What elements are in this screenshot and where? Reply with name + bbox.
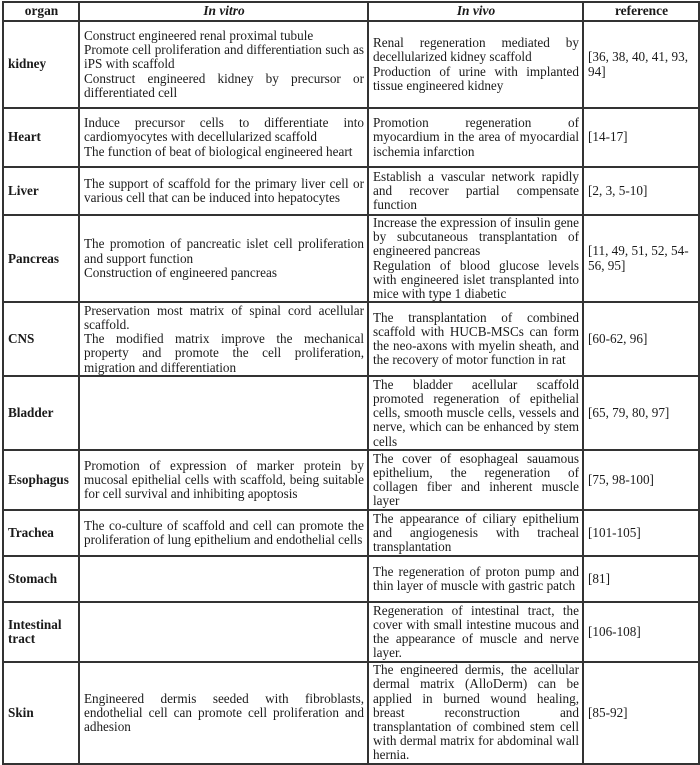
table-row — [3, 510, 699, 556]
in-vitro-line: The promotion of pancreatic islet cell proliferation and support function — [84, 236, 364, 266]
reference-cell: [60-62, 96] — [583, 302, 699, 376]
in-vivo-line: Establish a vascular network rapidly and recover partial compensate function — [373, 168, 579, 213]
in-vivo-line: Renal regeneration mediated by decellularized kidney scaffold — [373, 35, 579, 65]
in-vivo-line: The transplantation of combined scaffold with HUCB-MSCs can form the neo-axons with myelin sheath, and the recovery of motor function in rat — [373, 309, 579, 368]
table-row — [3, 215, 699, 302]
table-row — [3, 376, 699, 450]
in-vivo-cell — [368, 302, 583, 376]
in-vivo-cell — [368, 215, 583, 302]
in-vivo-line: Production of urine with implanted tissue engineered kidney — [373, 63, 579, 93]
in-vivo-cell — [368, 662, 583, 763]
organ-cell: Bladder — [3, 376, 79, 450]
table-row — [3, 108, 699, 167]
in-vitro-cell — [79, 215, 368, 302]
organ-cell: Esophagus — [3, 450, 79, 510]
in-vitro-cell — [79, 662, 368, 763]
reference-cell: [2, 3, 5-10] — [583, 167, 699, 215]
in-vitro-line: The function of beat of biological engineered heart — [84, 143, 353, 159]
in-vitro-cell — [79, 556, 368, 602]
table-row — [3, 21, 699, 108]
organ-cell: Pancreas — [3, 215, 79, 302]
reference-cell: [81] — [583, 556, 699, 602]
in-vivo-line: Regulation of blood glucose levels with engineered islet transplanted into mice with type 1 diabetic — [373, 257, 579, 302]
header-in-vitro: In vitro — [79, 2, 368, 21]
in-vivo-line: Regeneration of intestinal tract, the cover with small intestine mucous and the appearance of muscle and nerve layer. — [373, 602, 579, 661]
organ-cell: Stomach — [3, 556, 79, 602]
reference-cell: [85-92] — [583, 662, 699, 763]
in-vitro-line: Construct engineered kidney by precursor or differentiated cell — [84, 70, 364, 100]
in-vitro-cell — [79, 510, 368, 556]
in-vivo-cell — [368, 21, 583, 108]
organ-cell: Liver — [3, 167, 79, 215]
in-vivo-line: The bladder acellular scaffold promoted regeneration of epithelial cells, smooth muscle cells, vessels and nerve, which can be enhanced by stem cells — [373, 376, 579, 449]
in-vitro-cell — [79, 376, 368, 450]
in-vitro-cell — [79, 21, 368, 108]
organ-cell: Intestinal tract — [3, 602, 79, 662]
header-in-vivo: In vivo — [368, 2, 583, 21]
in-vitro-cell — [79, 602, 368, 662]
table-row — [3, 167, 699, 215]
reference-cell: [75, 98-100] — [583, 450, 699, 510]
in-vivo-line: The engineered dermis, the acellular dermal matrix (AlloDerm) can be applied in burned wound healing, breast reconstruction and transplantation of combined stem cell with dermal matrix for abdominal wall hernia. — [373, 662, 579, 763]
in-vivo-cell — [368, 556, 583, 602]
organ-cell: Heart — [3, 108, 79, 167]
in-vitro-cell — [79, 450, 368, 510]
in-vitro-line: Promotion of expression of marker protein by mucosal epithelial cells with scaffold, being suitable for cell survival and inhibiting apoptosis — [84, 457, 364, 502]
in-vitro-line: The co-culture of scaffold and cell can promote the proliferation of lung epithelium and endothelial cells — [84, 518, 364, 548]
in-vitro-line: The modified matrix improve the mechanical property and promote the cell proliferation, migration and differentiation — [84, 331, 364, 375]
reference-cell: [14-17] — [583, 108, 699, 167]
table-row — [3, 602, 699, 662]
reference-cell: [106-108] — [583, 602, 699, 662]
in-vivo-cell — [368, 108, 583, 167]
in-vivo-line: The cover of esophageal sauamous epithelium, the regeneration of collagen fiber and inherent muscle layer — [373, 450, 579, 509]
in-vitro-line: Construction of engineered pancreas — [84, 264, 277, 280]
organ-scaffold-table — [2, 1, 700, 765]
table-row — [3, 302, 699, 376]
in-vivo-cell — [368, 376, 583, 450]
organ-cell: CNS — [3, 302, 79, 376]
in-vitro-cell — [79, 167, 368, 215]
in-vitro-line: Promote cell proliferation and differentiation such as iPS with scaffold — [84, 42, 364, 72]
in-vivo-line: Promotion regeneration of myocardium in the area of myocardial ischemia infarction — [373, 115, 579, 159]
in-vivo-cell — [368, 167, 583, 215]
table-row — [3, 662, 699, 763]
organ-cell: kidney — [3, 21, 79, 108]
in-vivo-cell — [368, 450, 583, 510]
in-vivo-line: Increase the expression of insulin gene by subcutaneous transplantation of engineered pancreas — [373, 215, 579, 259]
reference-cell: [11, 49, 51, 52, 54-56, 95] — [583, 215, 699, 302]
in-vitro-line: Induce precursor cells to differentiate into cardiomyocytes with decellularized scaffold — [84, 115, 364, 145]
header-row — [3, 2, 699, 21]
in-vivo-cell — [368, 510, 583, 556]
organ-cell: Skin — [3, 662, 79, 763]
table-row — [3, 556, 699, 602]
reference-cell: [101-105] — [583, 510, 699, 556]
header-organ: organ — [3, 2, 79, 21]
organ-cell: Trachea — [3, 510, 79, 556]
table-row — [3, 450, 699, 510]
reference-cell: [36, 38, 40, 41, 93, 94] — [583, 21, 699, 108]
header-reference: reference — [583, 2, 699, 21]
in-vivo-line: The regeneration of proton pump and thin layer of muscle with gastric patch — [373, 564, 579, 594]
in-vitro-line: Construct engineered renal proximal tubule — [84, 27, 314, 43]
in-vivo-line: The appearance of ciliary epithelium and angiogenesis with tracheal transplantation — [373, 510, 579, 555]
reference-cell: [65, 79, 80, 97] — [583, 376, 699, 450]
in-vivo-cell — [368, 602, 583, 662]
in-vitro-line: The support of scaffold for the primary liver cell or various cell that can be induced into hepatocytes — [84, 175, 364, 205]
in-vitro-line: Preservation most matrix of spinal cord acellular scaffold. — [84, 302, 364, 332]
in-vitro-cell — [79, 302, 368, 376]
in-vitro-cell — [79, 108, 368, 167]
in-vitro-line: Engineered dermis seeded with fibroblasts, endothelial cell can promote cell proliferation and adhesion — [84, 690, 364, 735]
